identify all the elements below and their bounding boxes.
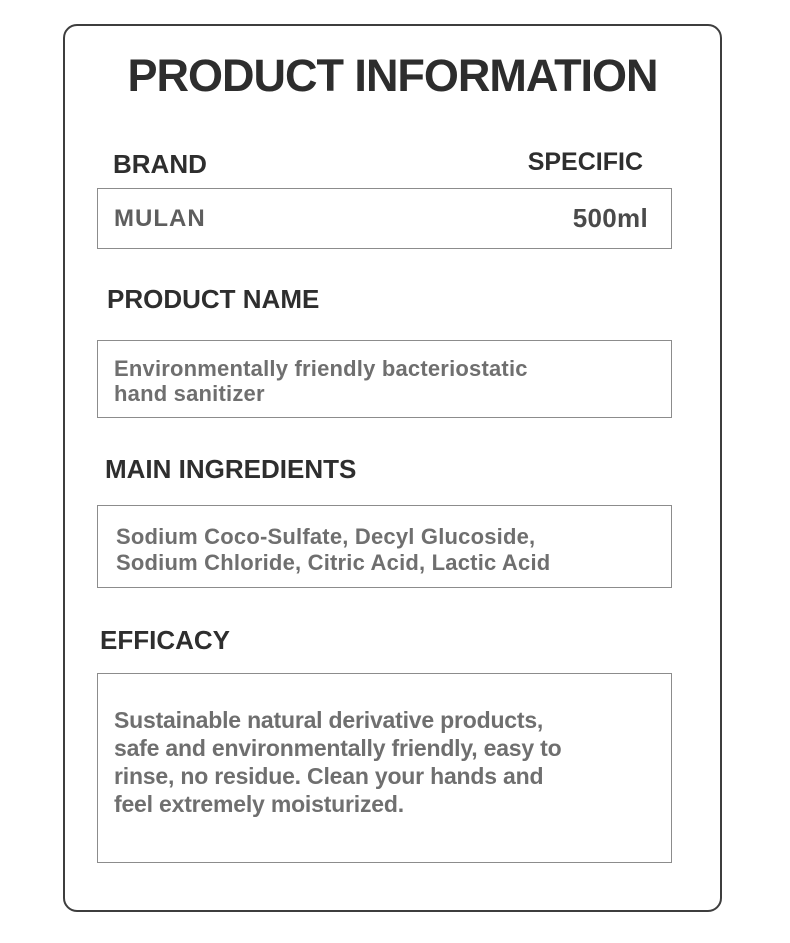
specific-section-label: SPECIFIC: [527, 148, 643, 176]
product-information-card: [63, 24, 722, 912]
efficacy-section-label: EFFICACY: [100, 625, 230, 655]
main-ingredients-section-label: MAIN INGREDIENTS: [105, 454, 357, 484]
specific-value: 500ml: [572, 203, 648, 233]
product-name-section-label: PRODUCT NAME: [107, 284, 320, 314]
efficacy-line: safe and environmentally friendly, easy to: [114, 735, 562, 761]
efficacy-box: [97, 673, 672, 863]
brand-value: MULAN: [114, 204, 206, 232]
efficacy-line: rinse, no residue. Clean your hands and: [114, 763, 544, 789]
efficacy-line: feel extremely moisturized.: [114, 791, 404, 817]
product-name-box: [97, 340, 672, 418]
brand-specific-box: [97, 188, 672, 249]
product-name-line: Environmentally friendly bacteriostatic: [114, 356, 528, 381]
page-title: PRODUCT INFORMATION: [127, 50, 658, 101]
main-ingredients-box: [97, 505, 672, 588]
brand-section-label: BRAND: [113, 149, 207, 179]
efficacy-line: Sustainable natural derivative products,: [114, 707, 544, 733]
ingredients-line: Sodium Coco-Sulfate, Decyl Glucoside,: [116, 524, 536, 549]
ingredients-line: Sodium Chloride, Citric Acid, Lactic Acid: [116, 550, 551, 575]
product-name-line: hand sanitizer: [114, 381, 265, 406]
